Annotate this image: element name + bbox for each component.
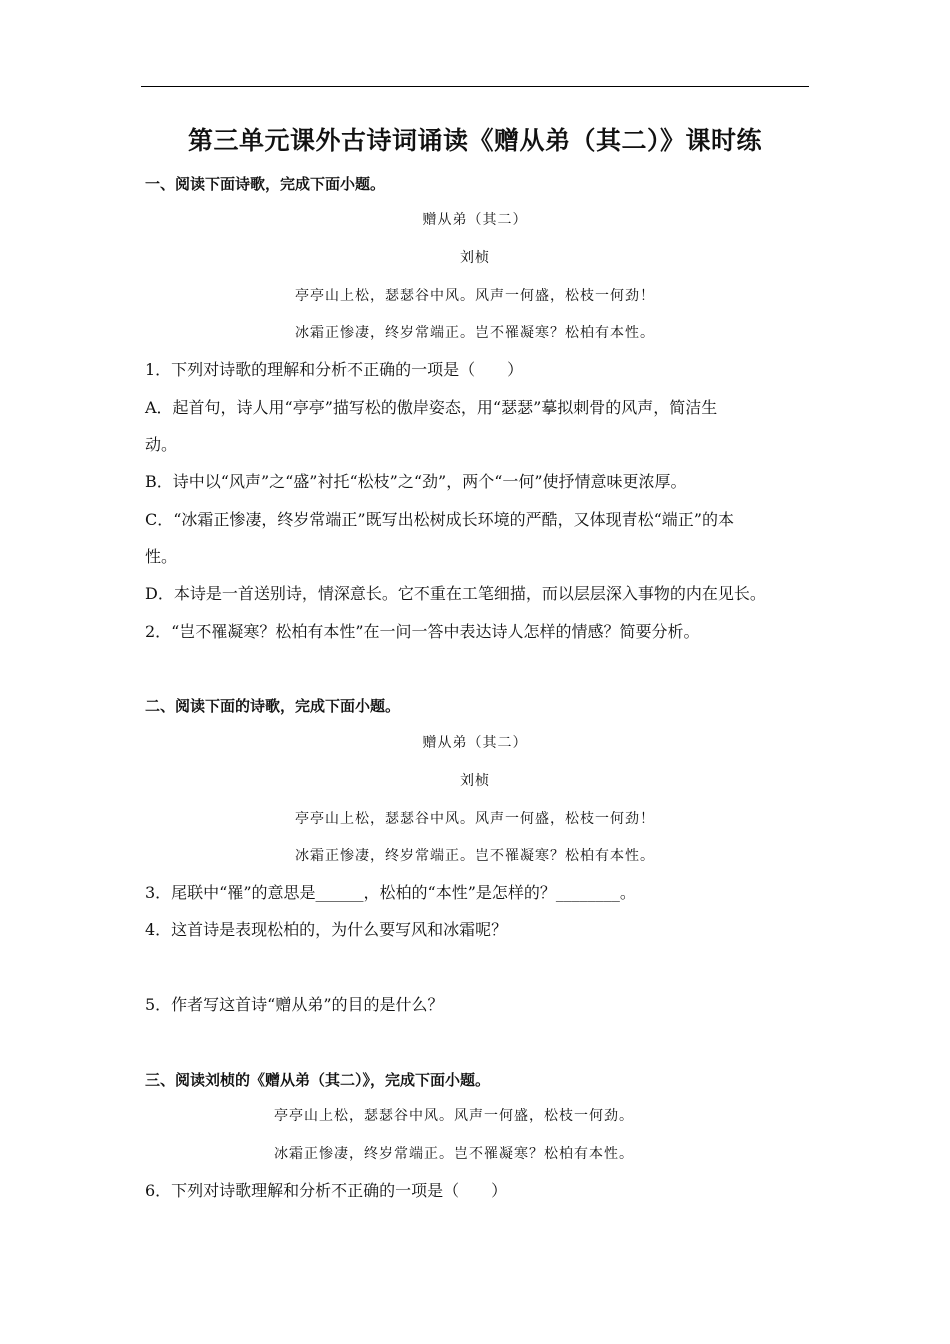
question: 1．下列对诗歌的理解和分析不正确的一项是（ ） — [145, 360, 524, 379]
option-b: B．诗中以“风声”之“盛”衬托“松枝”之“劲”，两个“一何”使抒情意味更浓厚。 — [145, 472, 687, 491]
question: 2．“岂不罹凝寒？松柏有本性”在一问一答中表达诗人怎样的情感？简要分析。 — [145, 622, 700, 641]
section-heading: 三、阅读刘桢的《赠从弟（其二）》，完成下面小题。 — [145, 1071, 491, 1089]
question: 6．下列对诗歌理解和分析不正确的一项是（ ） — [145, 1181, 508, 1200]
header-rule — [141, 86, 809, 87]
question: 5．作者写这首诗“赠从弟”的目的是什么？ — [145, 995, 444, 1014]
poem-line: 冰霜正惨凄，终岁常端正。岂不罹凝寒？松柏有本性。 — [295, 325, 655, 341]
poem-line: 亭亭山上松，瑟瑟谷中风。风声一何盛，松枝一何劲！ — [295, 811, 655, 827]
option-a: A．起首句，诗人用“亭亭”描写松的傲岸姿态，用“瑟瑟”摹拟刺骨的风声，简洁生 — [145, 398, 718, 417]
poem-author: 刘桢 — [460, 250, 490, 266]
option-a-cont: 动。 — [145, 435, 178, 454]
poem-line: 亭亭山上松，瑟瑟谷中风。风声一何盛，松枝一何劲！ — [295, 288, 655, 304]
page-title: 第三单元课外古诗词诵读《赠从弟（其二）》课时练 — [187, 126, 762, 155]
section-heading: 二、阅读下面的诗歌，完成下面小题。 — [145, 697, 401, 715]
poem-line: 亭亭山上松，瑟瑟谷中风。风声一何盛，松枝一何劲。 — [274, 1108, 634, 1124]
option-d: D．本诗是一首送别诗，情深意长。它不重在工笔细描，而以层层深入事物的内在见长。 — [145, 584, 766, 603]
poem-line: 冰霜正惨凄，终岁常端正。岂不罹凝寒？松柏有本性。 — [274, 1146, 634, 1162]
question: 3．尾联中“罹”的意思是______，松柏的“本性”是怎样的？________。 — [145, 883, 636, 902]
section-heading: 一、阅读下面诗歌，完成下面小题。 — [145, 175, 386, 193]
option-c-cont: 性。 — [145, 547, 178, 566]
poem-line: 冰霜正惨凄，终岁常端正。岂不罹凝寒？松柏有本性。 — [295, 848, 655, 864]
poem-title: 赠从弟（其二） — [422, 735, 528, 751]
option-c: C．“冰霜正惨凄，终岁常端正”既写出松树成长环境的严酷，又体现青松“端正”的本 — [145, 510, 734, 529]
poem-title: 赠从弟（其二） — [422, 212, 528, 228]
question: 4．这首诗是表现松柏的，为什么要写风和冰霜呢？ — [145, 920, 508, 939]
poem-author: 刘桢 — [460, 773, 490, 789]
